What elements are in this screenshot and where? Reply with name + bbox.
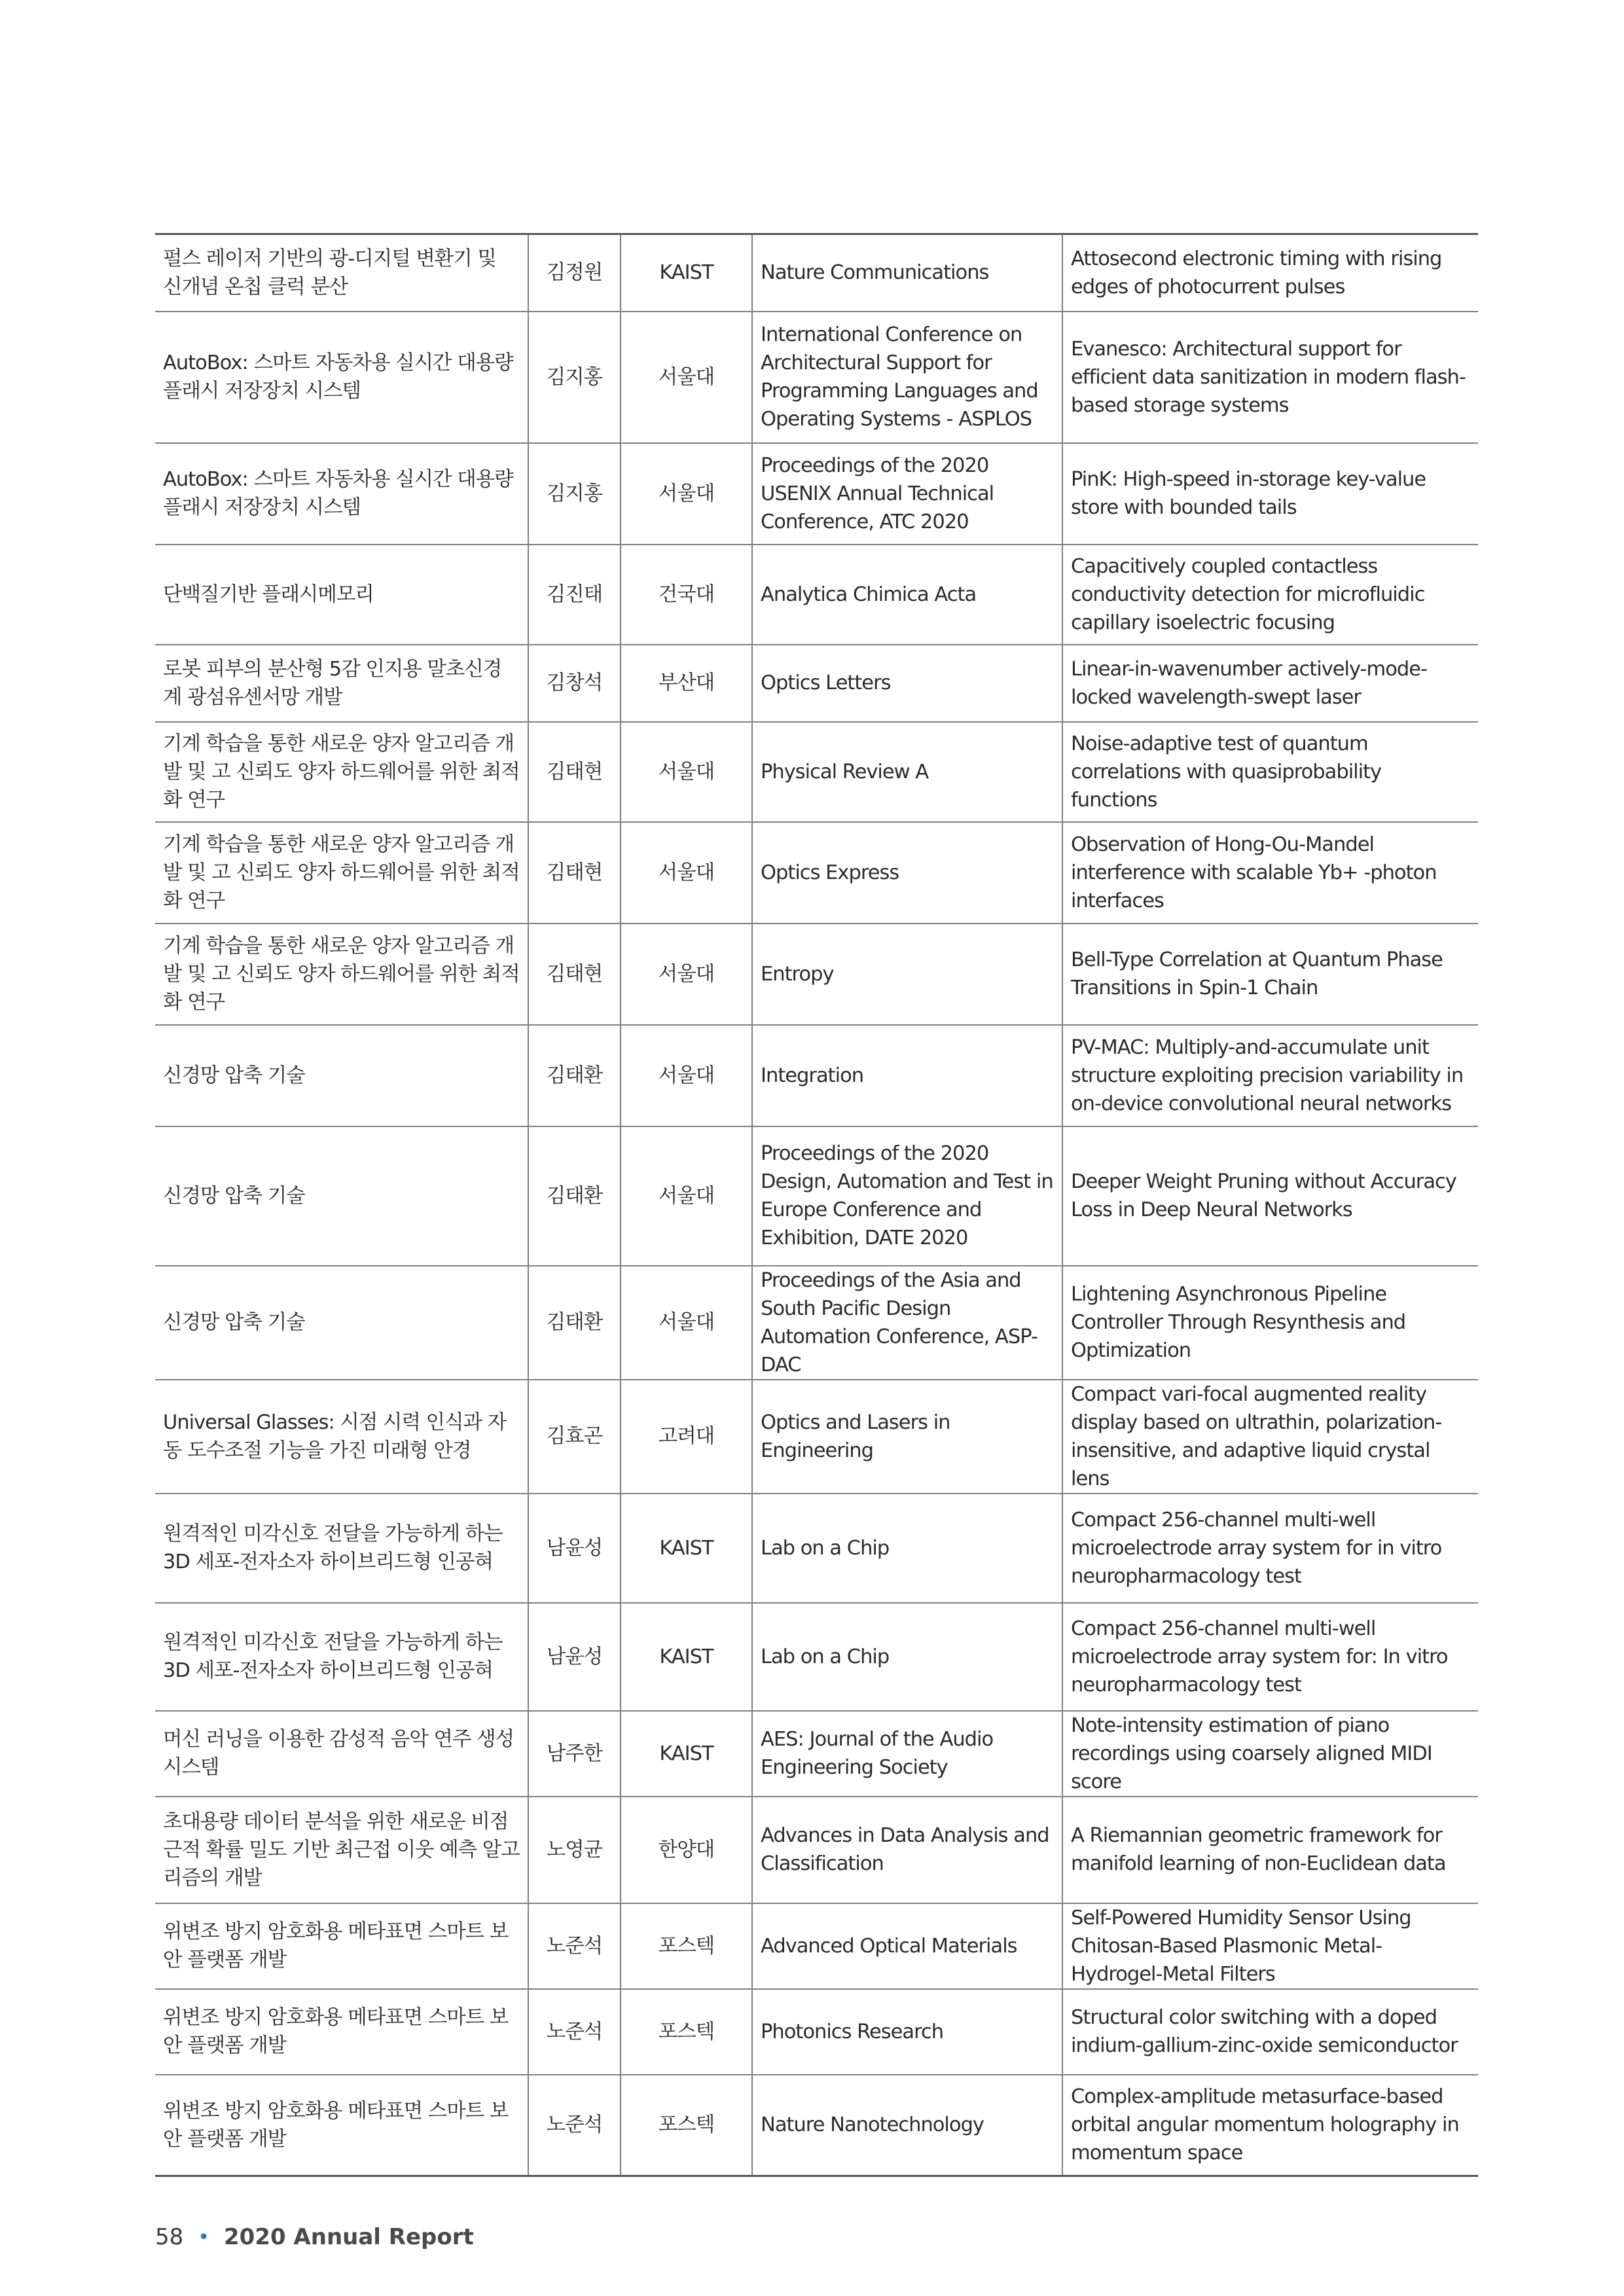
cell-institution: 서울대 — [621, 924, 752, 1025]
cell-institution: 서울대 — [621, 443, 752, 545]
cell-project-title: 원격적인 미각신호 전달을 가능하게 하는3D 세포-전자소자 하이브리드형 인공혀 — [155, 1603, 528, 1711]
cell-project-title: 기계 학습을 통한 새로운 양자 알고리즘 개발 및 고 신뢰도 양자 하드웨어를 위한 최적화 연구 — [155, 722, 528, 822]
cell-institution: 서울대 — [621, 312, 752, 443]
cell-paper-title: Complex-amplitude metasurface-based orbital angular momentum holography in momentum space — [1062, 2075, 1478, 2176]
cell-researcher: 김지홍 — [528, 443, 621, 545]
cell-project-title: Universal Glasses: 시점 시력 인식과 자동 도수조절 기능을 가진 미래형 안경 — [155, 1380, 528, 1494]
table-row — [155, 1494, 1478, 1603]
cell-journal: Photonics Research — [752, 1989, 1062, 2075]
table-row — [155, 1380, 1478, 1494]
cell-project-title: 단백질기반 플래시메모리 — [155, 545, 528, 645]
cell-researcher: 김효곤 — [528, 1380, 621, 1494]
cell-project-title: 위변조 방지 암호화용 메타표면 스마트 보안 플랫폼 개발 — [155, 2075, 528, 2176]
cell-researcher: 노준석 — [528, 1903, 621, 1989]
publications-table-body — [155, 234, 1478, 2176]
table-row — [155, 1903, 1478, 1989]
cell-researcher: 노영균 — [528, 1797, 621, 1903]
table-row — [155, 645, 1478, 722]
cell-journal: Lab on a Chip — [752, 1494, 1062, 1603]
cell-paper-title: Lightening Asynchronous Pipeline Controller Through Resynthesis and Optimization — [1062, 1266, 1478, 1380]
cell-project-title: 신경망 압축 기술 — [155, 1126, 528, 1266]
table-row — [155, 1711, 1478, 1797]
cell-institution: 포스텍 — [621, 2075, 752, 2176]
table-row — [155, 822, 1478, 924]
cell-paper-title: Noise-adaptive test of quantum correlations with quasiprobability functions — [1062, 722, 1478, 822]
cell-paper-title: Bell-Type Correlation at Quantum Phase Transitions in Spin-1 Chain — [1062, 924, 1478, 1025]
table-row — [155, 1025, 1478, 1126]
cell-paper-title: PV-MAC: Multiply-and-accumulate unit structure exploiting precision variability in on-device convolutional neural networks — [1062, 1025, 1478, 1126]
cell-project-title: 신경망 압축 기술 — [155, 1025, 528, 1126]
cell-project-title: 머신 러닝을 이용한 감성적 음악 연주 생성 시스템 — [155, 1711, 528, 1797]
table-row — [155, 2075, 1478, 2176]
cell-journal: Optics Letters — [752, 645, 1062, 722]
table-row — [155, 722, 1478, 822]
cell-institution: 포스텍 — [621, 1903, 752, 1989]
table-row — [155, 234, 1478, 312]
table-row — [155, 924, 1478, 1025]
cell-paper-title: Evanesco: Architectural support for efficient data sanitization in modern flash-based storage systems — [1062, 312, 1478, 443]
cell-journal: Optics Express — [752, 822, 1062, 924]
cell-project-title: 기계 학습을 통한 새로운 양자 알고리즘 개발 및 고 신뢰도 양자 하드웨어를 위한 최적화 연구 — [155, 924, 528, 1025]
cell-paper-title: Deeper Weight Pruning without Accuracy Loss in Deep Neural Networks — [1062, 1126, 1478, 1266]
cell-paper-title: Self-Powered Humidity Sensor Using Chitosan-Based Plasmonic Metal-Hydrogel-Metal Filters — [1062, 1903, 1478, 1989]
publications-table — [155, 233, 1478, 2177]
cell-project-title: 로봇 피부의 분산형 5감 인지용 말초신경계 광섬유센서망 개발 — [155, 645, 528, 722]
cell-project-title: 위변조 방지 암호화용 메타표면 스마트 보안 플랫폼 개발 — [155, 1989, 528, 2075]
cell-journal: Integration — [752, 1025, 1062, 1126]
cell-paper-title: Compact 256-channel multi-well microelectrode array system for: In vitro neuropharmacology test — [1062, 1603, 1478, 1711]
cell-journal: International Conference on Architectural Support for Programming Languages and Operating Systems - ASPLOS — [752, 312, 1062, 443]
cell-paper-title: PinK: High-speed in-storage key-value store with bounded tails — [1062, 443, 1478, 545]
cell-institution: KAIST — [621, 1603, 752, 1711]
cell-researcher: 노준석 — [528, 2075, 621, 2176]
cell-journal: Advances in Data Analysis and Classification — [752, 1797, 1062, 1903]
cell-institution: KAIST — [621, 1494, 752, 1603]
cell-paper-title: Linear-in-wavenumber actively-mode-locked wavelength-swept laser — [1062, 645, 1478, 722]
cell-researcher: 김태현 — [528, 822, 621, 924]
cell-paper-title: Compact 256-channel multi-well microelectrode array system for in vitro neuropharmacology test — [1062, 1494, 1478, 1603]
cell-project-title: 원격적인 미각신호 전달을 가능하게 하는3D 세포-전자소자 하이브리드형 인공혀 — [155, 1494, 528, 1603]
cell-journal: Physical Review A — [752, 722, 1062, 822]
cell-paper-title: A Riemannian geometric framework for manifold learning of non-Euclidean data — [1062, 1797, 1478, 1903]
cell-project-title: 초대용량 데이터 분석을 위한 새로운 비점근적 확률 밀도 기반 최근접 이웃 예측 알고리즘의 개발 — [155, 1797, 528, 1903]
cell-journal: Proceedings of the 2020 Design, Automation and Test in Europe Conference and Exhibition, DATE 2020 — [752, 1126, 1062, 1266]
table-row — [155, 1603, 1478, 1711]
cell-institution: 서울대 — [621, 1025, 752, 1126]
table-row — [155, 1989, 1478, 2075]
table-row — [155, 443, 1478, 545]
cell-researcher: 김지홍 — [528, 312, 621, 443]
cell-institution: KAIST — [621, 234, 752, 312]
cell-institution: 고려대 — [621, 1380, 752, 1494]
cell-project-title: AutoBox: 스마트 자동차용 실시간 대용량 플래시 저장장치 시스템 — [155, 312, 528, 443]
cell-researcher: 김정원 — [528, 234, 621, 312]
cell-institution: KAIST — [621, 1711, 752, 1797]
cell-journal: Optics and Lasers in Engineering — [752, 1380, 1062, 1494]
cell-paper-title: Attosecond electronic timing with rising edges of photocurrent pulses — [1062, 234, 1478, 312]
cell-journal: Proceedings of the 2020 USENIX Annual Technical Conference, ATC 2020 — [752, 443, 1062, 545]
table-row — [155, 312, 1478, 443]
cell-institution: 서울대 — [621, 1266, 752, 1380]
cell-journal: Nature Communications — [752, 234, 1062, 312]
cell-journal: Entropy — [752, 924, 1062, 1025]
page-number: 58 — [155, 2224, 184, 2250]
cell-institution: 건국대 — [621, 545, 752, 645]
cell-paper-title: Note-intensity estimation of piano recordings using coarsely aligned MIDI score — [1062, 1711, 1478, 1797]
cell-project-title: 펄스 레이저 기반의 광-디지털 변환기 및 신개념 온칩 클럭 분산 — [155, 234, 528, 312]
cell-project-title: 기계 학습을 통한 새로운 양자 알고리즘 개발 및 고 신뢰도 양자 하드웨어를 위한 최적화 연구 — [155, 822, 528, 924]
cell-institution: 한양대 — [621, 1797, 752, 1903]
cell-researcher: 노준석 — [528, 1989, 621, 2075]
cell-project-title: 위변조 방지 암호화용 메타표면 스마트 보안 플랫폼 개발 — [155, 1903, 528, 1989]
table-row — [155, 1126, 1478, 1266]
cell-researcher: 김창석 — [528, 645, 621, 722]
cell-institution: 서울대 — [621, 722, 752, 822]
cell-paper-title: Compact vari-focal augmented reality display based on ultrathin, polarization-insensitive, and adaptive liquid crystal lens — [1062, 1380, 1478, 1494]
cell-institution: 서울대 — [621, 822, 752, 924]
cell-journal: Proceedings of the Asia and South Pacific Design Automation Conference, ASP-DAC — [752, 1266, 1062, 1380]
cell-researcher: 김태환 — [528, 1266, 621, 1380]
cell-researcher: 김태현 — [528, 722, 621, 822]
cell-paper-title: Capacitively coupled contactless conductivity detection for microfluidic capillary isoelectric focusing — [1062, 545, 1478, 645]
cell-project-title: AutoBox: 스마트 자동차용 실시간 대용량 플래시 저장장치 시스템 — [155, 443, 528, 545]
cell-paper-title: Observation of Hong-Ou-Mandel interference with scalable Yb+ -photon interfaces — [1062, 822, 1478, 924]
footer-bullet: • — [198, 2225, 209, 2249]
cell-journal: AES: Journal of the Audio Engineering Society — [752, 1711, 1062, 1797]
page-footer — [155, 2224, 474, 2250]
table-row — [155, 1266, 1478, 1380]
cell-researcher: 김태환 — [528, 1025, 621, 1126]
table-row — [155, 1797, 1478, 1903]
cell-journal: Analytica Chimica Acta — [752, 545, 1062, 645]
cell-journal: Nature Nanotechnology — [752, 2075, 1062, 2176]
cell-researcher: 남윤성 — [528, 1494, 621, 1603]
cell-researcher: 남주한 — [528, 1711, 621, 1797]
cell-journal: Advanced Optical Materials — [752, 1903, 1062, 1989]
cell-journal: Lab on a Chip — [752, 1603, 1062, 1711]
cell-paper-title: Structural color switching with a doped indium-gallium-zinc-oxide semiconductor — [1062, 1989, 1478, 2075]
cell-project-title: 신경망 압축 기술 — [155, 1266, 528, 1380]
cell-institution: 서울대 — [621, 1126, 752, 1266]
cell-researcher: 김태환 — [528, 1126, 621, 1266]
report-title: 2020 Annual Report — [223, 2224, 474, 2250]
cell-institution: 부산대 — [621, 645, 752, 722]
cell-researcher: 남윤성 — [528, 1603, 621, 1711]
cell-researcher: 김태현 — [528, 924, 621, 1025]
cell-institution: 포스텍 — [621, 1989, 752, 2075]
table-row — [155, 545, 1478, 645]
cell-researcher: 김진태 — [528, 545, 621, 645]
